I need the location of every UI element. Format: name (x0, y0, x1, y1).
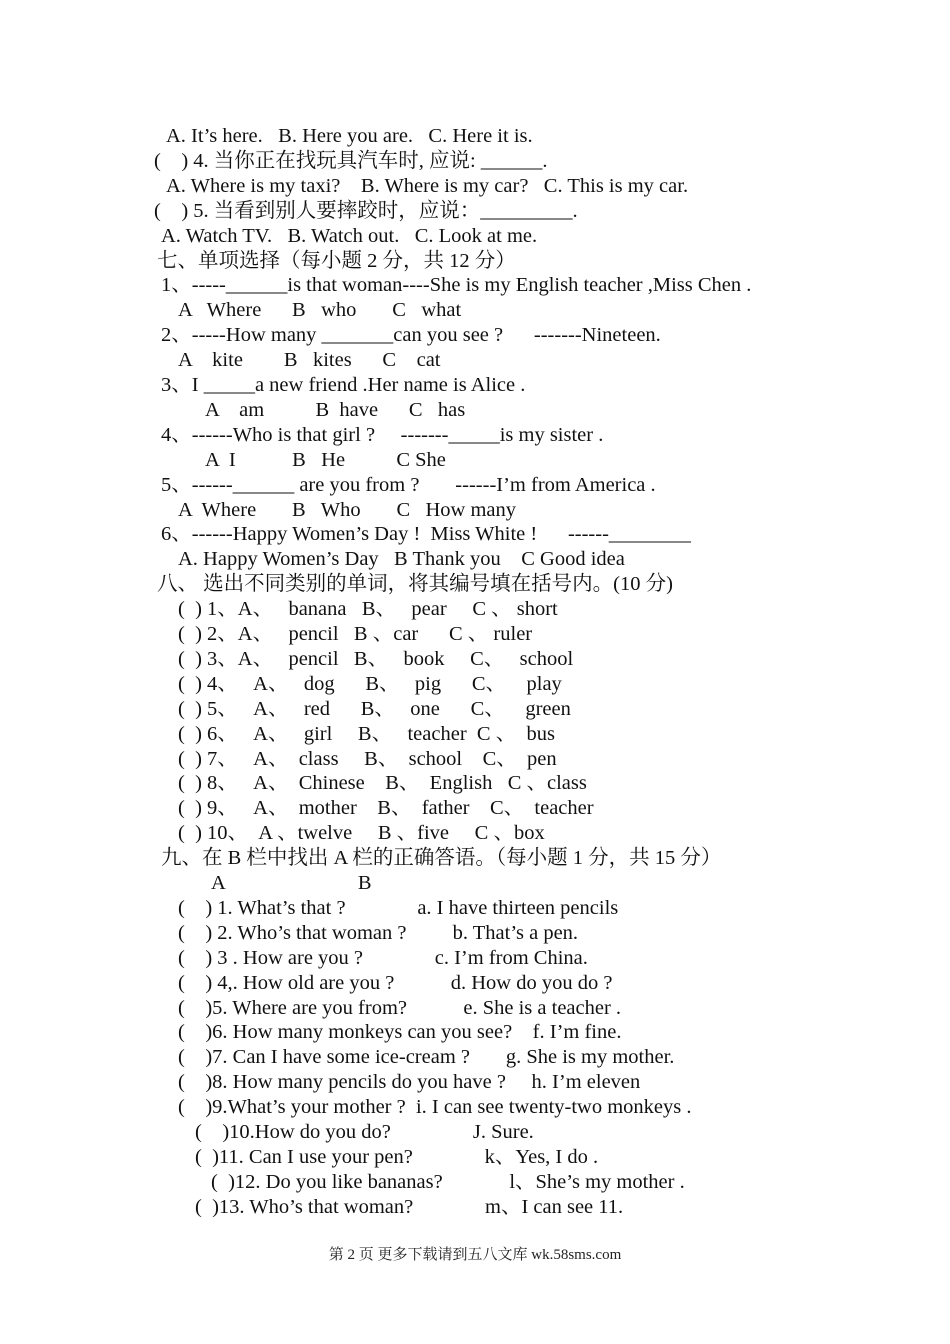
text-line: ( ) 1. What’s that ? a. I have thirteen pencils (178, 896, 619, 919)
text-line: ( )12. Do you like bananas? l、She’s my mother . (211, 1170, 685, 1193)
text-line: A. Watch TV. B. Watch out. C. Look at me. (161, 224, 538, 247)
text-line: ( )10.How do you do? J. Sure. (195, 1121, 534, 1143)
text-line: A. It’s here. B. Here you are. C. Here it is. (166, 125, 533, 147)
page-footer: 第 2 页 更多下载请到五八文库 wk.58sms.com (328, 1247, 622, 1263)
text-line: 3、I _____a new friend .Her name is Alice . (161, 374, 526, 396)
text-line: 2、-----How many _______can you see ? -------Nineteen. (161, 324, 661, 347)
text-line: ( ) 1、A、 banana B、 pear C 、 short (178, 598, 558, 621)
text-line: ( )5. Where are you from? e. She is a teacher . (178, 996, 622, 1019)
text-line: ( )8. How many pencils do you have ? h. I’m eleven (178, 1071, 641, 1094)
text-line: 七、单项选择（每小题 2 分，共 12 分） (157, 249, 516, 272)
text-line: ( )6. How many monkeys can you see? f. I’m fine. (178, 1021, 622, 1044)
text-line: A. Where is my taxi? B. Where is my car? C. This is my car. (166, 174, 689, 197)
text-line: ( ) 3、A、 pencil B、 book C、 school (178, 647, 574, 670)
text-line: 八、 选出不同类别的单词，将其编号填在括号内。(10 分) (157, 573, 673, 596)
text-line: 5、------______ are you from ? ------I’m from America . (161, 473, 656, 496)
text-line: A kite B kites C cat (178, 349, 441, 372)
text-line: ( )11. Can I use your pen? k、Yes, I do . (195, 1145, 599, 1168)
text-line: A am B have C has (205, 398, 466, 421)
text-line: A I B He C She (205, 448, 446, 471)
text-line: ( ) 5. 当看到别人要摔跤时，应说：_________. (154, 199, 578, 222)
text-line: ( ) 2、A、 pencil B 、car C 、 ruler (178, 623, 533, 645)
text-line: 4、------Who is that girl ? -------_____is my sister . (161, 423, 604, 446)
text-line: ( ) 10、 A 、twelve B 、five C 、box (178, 822, 545, 845)
text-line: ( )13. Who’s that woman? m、I can see 11. (195, 1195, 624, 1218)
text-line: ( )7. Can I have some ice-cream ? g. She is my mother. (178, 1046, 675, 1069)
text-line: ( ) 4、 A、 dog B、 pig C、 play (178, 672, 562, 695)
text-line: ( ) 6、 A、 girl B、 teacher C 、 bus (178, 722, 555, 745)
text-line: 九、在 B 栏中找出 A 栏的正确答语。（每小题 1 分，共 15 分） (161, 847, 722, 870)
text-line: A. Happy Women’s Day B Thank you C Good idea (178, 548, 625, 571)
text-line: ( ) 2. Who’s that woman ? b. That’s a pen. (178, 921, 579, 944)
text-line: ( ) 5、 A、 red B、 one C、 green (178, 697, 571, 720)
text-line: ( ) 7、 A、 class B、 school C、 pen (178, 747, 557, 770)
text-line: ( )9.What’s your mother ? i. I can see twenty-two monkeys . (178, 1096, 692, 1119)
text-line: 6、------Happy Women’s Day ! Miss White ! ------________ (161, 523, 691, 546)
text-line: ( ) 8、 A、 Chinese B、 English C 、class (178, 772, 587, 795)
text-line: A Where B Who C How many (178, 498, 517, 521)
text-line: ( ) 4,. How old are you ? d. How do you do ? (178, 971, 613, 994)
text-line: 1、-----______is that woman----She is my English teacher ,Miss Chen . (161, 274, 752, 297)
text-line: ( ) 4. 当你正在找玩具汽车时, 应说: ______. (154, 149, 548, 172)
text-line: A Where B who C what (178, 299, 462, 322)
text-line: A B (211, 872, 372, 894)
text-line: ( ) 3 . How are you ? c. I’m from China. (178, 946, 588, 969)
text-line: ( ) 9、 A、 mother B、 father C、 teacher (178, 797, 594, 820)
